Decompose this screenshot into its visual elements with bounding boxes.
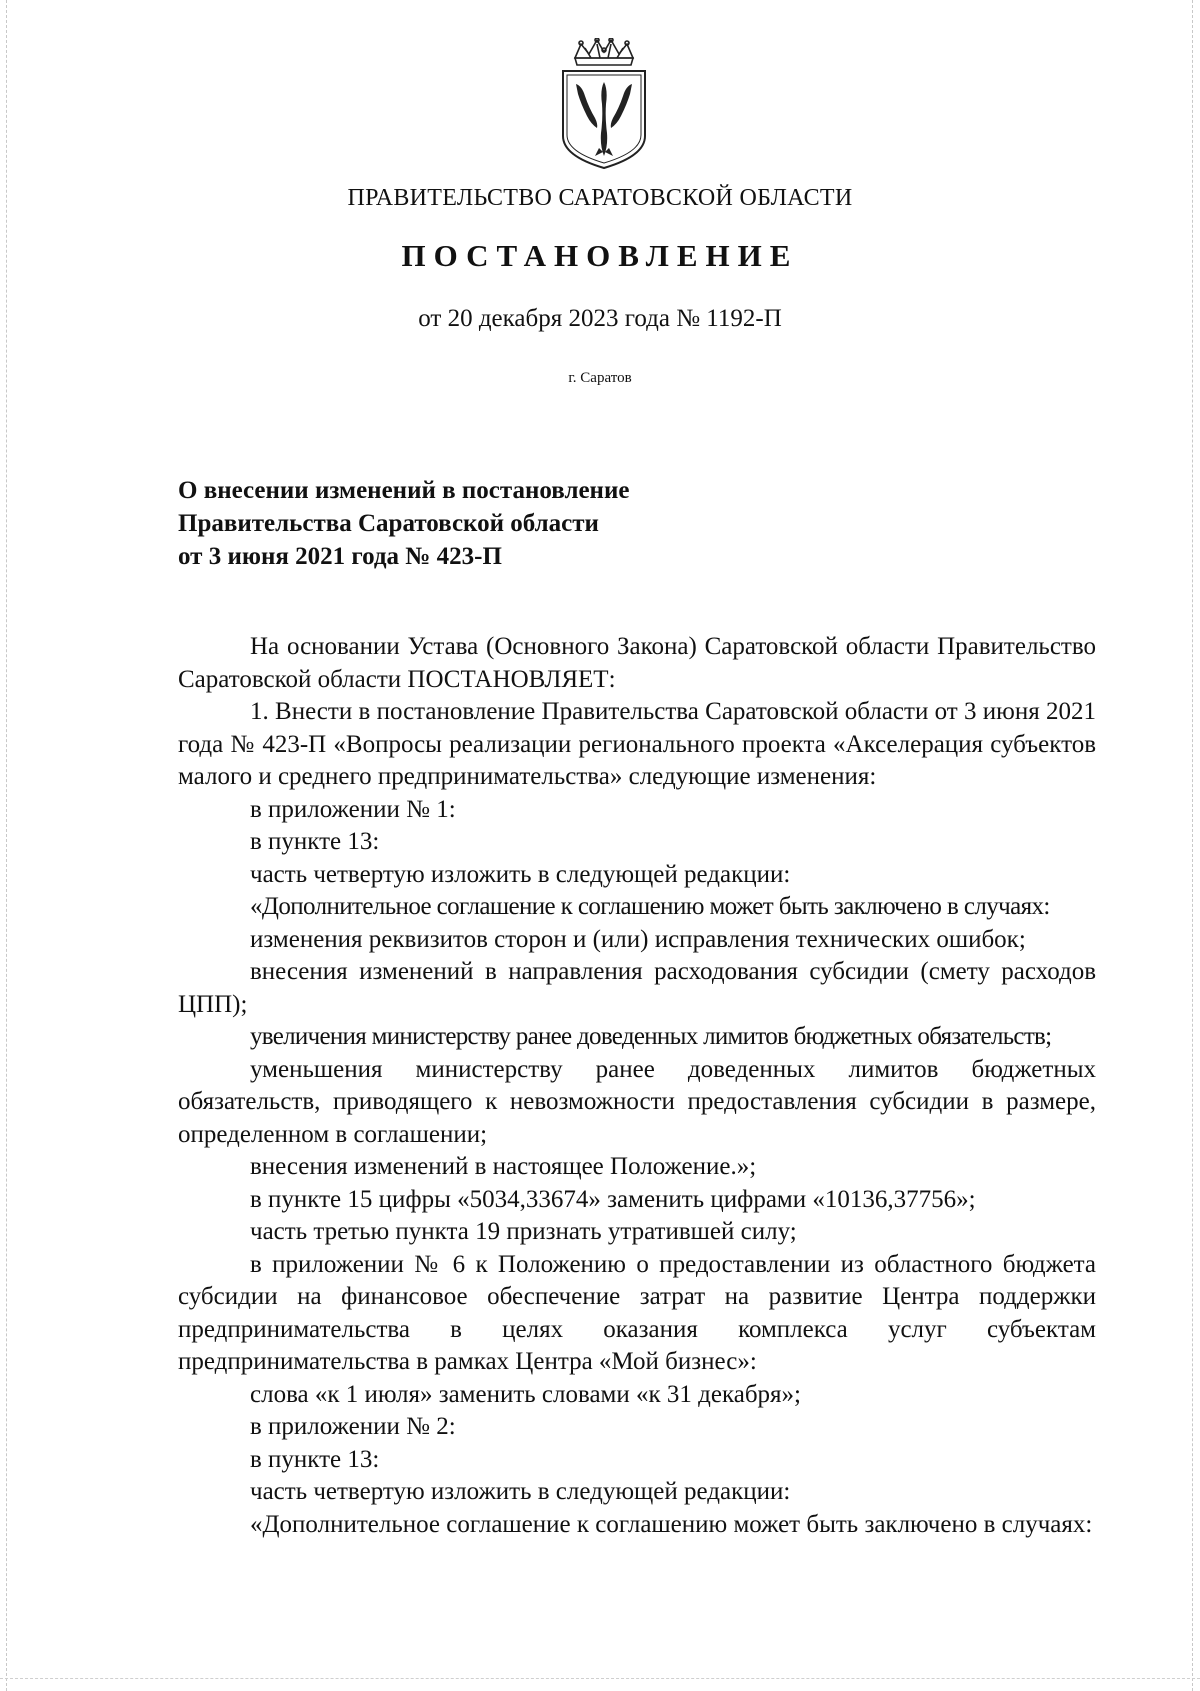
document-title <box>178 474 629 573</box>
paragraph: уменьшения министерству ранее доведенных лимитов бюджетных обязательств, приводящего к невозможности предоставления субсидии в размере, определенном в соглашении; <box>178 1055 1096 1148</box>
document-date-number: от 20 декабря 2023 года № 1192-П <box>418 305 782 332</box>
paragraph: в пункте 13: <box>250 1445 380 1473</box>
paragraph: в пункте 13: <box>250 828 380 855</box>
title-line-3: от 3 июня 2021 года № 423-П <box>178 543 502 570</box>
document-type: ПОСТАНОВЛЕНИЕ <box>401 238 799 273</box>
paragraph: внесения изменений в настоящее Положение.»; <box>250 1153 757 1180</box>
paragraph: в приложении № 6 к Положению о предоставлении из областного бюджета субсидии на финансовое обеспечение затрат на развитие Центра поддержки предпринимательства в целях оказания комплекса услуг субъектам предпринимательства в рамках Центра «Мой бизнес»: <box>178 1250 1096 1375</box>
paragraph: часть четвертую изложить в следующей редакции: <box>250 860 791 888</box>
paragraph: часть четвертую изложить в следующей редакции: <box>250 1478 791 1505</box>
paragraph: «Дополнительное соглашение к соглашению может быть заключено в случаях: <box>250 893 1050 920</box>
paragraph: 1. Внести в постановление Правительства Саратовской области от 3 июня 2021 года № 423-П «Вопросы реализации регионального проекта «Акселерация субъектов малого и среднего предпринимательства» следующие изменения: <box>178 698 1096 790</box>
document-body <box>178 631 1096 1541</box>
paragraph: в приложении № 2: <box>250 1413 456 1440</box>
scan-edge-bottom <box>0 1678 1200 1680</box>
paragraph: На основании Устава (Основного Закона) Саратовской области Правительство Саратовской области ПОСТАНОВЛЯЕТ: <box>178 633 1096 693</box>
title-line-2: Правительства Саратовской области <box>178 510 599 537</box>
paragraph: изменения реквизитов сторон и (или) исправления технических ошибок; <box>250 925 1026 953</box>
saratov-coat-of-arms-icon <box>545 38 663 170</box>
paragraph: увеличения министерству ранее доведенных лимитов бюджетных обязательств; <box>250 1023 1052 1050</box>
paragraph: часть третью пункта 19 признать утратившей силу; <box>250 1218 797 1245</box>
paragraph: внесения изменений в направления расходования субсидии (смету расходов ЦПП); <box>178 958 1096 1018</box>
paragraph: «Дополнительное соглашение к соглашению может быть заключено в случаях: <box>250 1510 1093 1538</box>
government-name: ПРАВИТЕЛЬСТВО САРАТОВСКОЙ ОБЛАСТИ <box>347 185 853 211</box>
document-city: г. Саратов <box>568 370 632 386</box>
paragraph: в приложении № 1: <box>250 795 456 823</box>
paragraph: слова «к 1 июля» заменить словами «к 31 декабря»; <box>250 1380 802 1408</box>
paragraph: в пункте 15 цифры «5034,33674» заменить цифрами «10136,37756»; <box>250 1185 976 1213</box>
title-line-1: О внесении изменений в постановление <box>178 477 630 504</box>
